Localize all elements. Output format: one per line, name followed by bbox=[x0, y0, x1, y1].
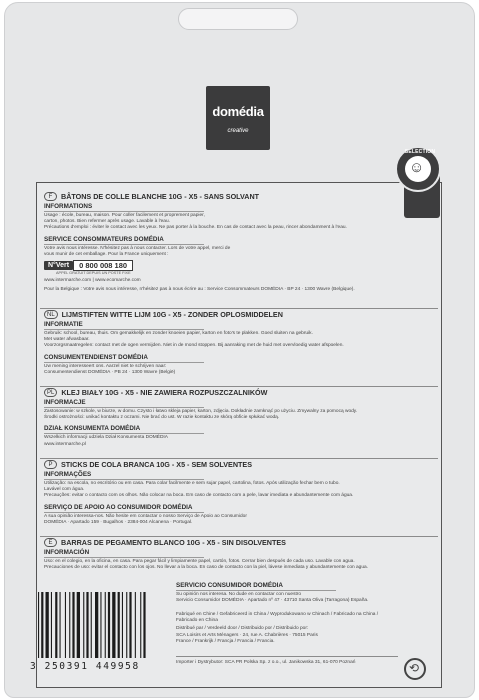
section-divider bbox=[40, 386, 438, 387]
service-title-pt: SERVIÇO DE APOIO AO CONSUMIDOR DOMÉDIA bbox=[44, 503, 193, 511]
text-line: Uw mening interesseert ons. Aarzel niet te schrijven naar: bbox=[44, 363, 167, 369]
section-es-head bbox=[44, 538, 424, 547]
hang-hole bbox=[178, 8, 298, 30]
service-title-fr: SERVICE CONSOMMATEURS DOMÉDIA bbox=[44, 235, 164, 243]
barcode bbox=[34, 592, 174, 658]
service-es bbox=[176, 580, 426, 604]
text-line: SCA Loisirs et Arts Ménagers · 24, rue A. Chabrières · 75015 Paris bbox=[176, 632, 318, 638]
divider bbox=[44, 512, 204, 513]
lang-tag-pl: PL bbox=[44, 388, 57, 397]
divider bbox=[44, 211, 204, 212]
text-line: Su opinión nos interesa. No dude en contactar con nuestro bbox=[176, 592, 302, 597]
info-title-fr: INFORMATIONS bbox=[44, 203, 93, 210]
text-line: Distribué par / Verdeeld door / Distribuido por / Distribuido por: bbox=[176, 626, 309, 632]
divider bbox=[176, 590, 336, 591]
footer-info bbox=[176, 612, 426, 645]
divider bbox=[44, 479, 204, 480]
text-line: Zastosowanie: w szkole, w biurze, w domu. Czysto i łatwo skleja papier, karton, zdjęcia. Dokładnie zamknąć po użyciu. Zmywalny za pomocą wody. bbox=[44, 409, 358, 414]
divider bbox=[44, 407, 204, 408]
text-line: Votre avis nous intéresse. N'hésitez pas à nous contacter. Lors de votre appel, merci de bbox=[44, 245, 231, 251]
text-line: Uso: en el colegio, en la oficina, en casa. Para pegar fácil y limpiamente papel, cartón, fotos. Cerrar bien después de cada uso. Lavable con agua. bbox=[44, 559, 355, 564]
lang-tag-pt: P bbox=[44, 460, 57, 469]
text-line: Servicio Consumidor DOMÉDIA · Apartado nº 47 · 43710 Santa Oliva (Tarragona) España. bbox=[176, 598, 369, 604]
text-line: Fabriqué en Chine / Gefabriceerd in China / Wyprodukowano w Chinach / Fabricado na China / bbox=[176, 612, 379, 617]
title-pl: KLEJ BIAŁY 10G - X5 - NIE ZAWIERA ROZPUSZCZALNIKÓW bbox=[61, 388, 268, 397]
text-line: Usage : école, bureau, maison. Pour coller facilement et proprement papier, bbox=[44, 213, 205, 218]
text-line: Pour la Belgique : Votre avis nous intéresse, n'hésitez pas à nous écrire au : Service Consommateurs DOMÉDIA · BP 24 · 1300 Wavre (Belgique). bbox=[44, 287, 355, 293]
section-divider bbox=[40, 308, 438, 309]
text-line: France / Frankrijk / Francja / Francia / Francia. bbox=[176, 638, 275, 644]
lang-tag-fr: F bbox=[44, 192, 57, 201]
selection-label: SELECTION bbox=[404, 149, 436, 155]
lang-tag-es: E bbox=[44, 538, 57, 547]
green-dot-recycle-icon: ⟲ bbox=[404, 658, 426, 680]
free-phone-block bbox=[44, 260, 424, 271]
service-title-es: SERVICIO CONSUMIDOR DOMÉDIA bbox=[176, 582, 283, 589]
title-pt: STICKS DE COLA BRANCA 10G - X5 - SEM SOLVENTES bbox=[61, 460, 253, 469]
section-pt-head bbox=[44, 460, 424, 469]
title-nl: LIJMSTIFTEN WITTE LIJM 10G - X5 - ZONDER OPLOSMIDDELEN bbox=[61, 310, 283, 319]
info-title-es: INFORMACIÓN bbox=[44, 549, 90, 556]
domedia-logo bbox=[206, 86, 270, 150]
nvert-note: APPEL GRATUIT DEPUIS UN POSTE FIXE bbox=[56, 271, 131, 276]
web-links: www.intermarche.com | www.ecomarche.com bbox=[44, 278, 141, 284]
section-pl bbox=[44, 388, 424, 448]
text-line: A sua opinião interessa-nos. Não hesite em contactar o nosso Serviço de Apoio ao Consumidor bbox=[44, 513, 247, 519]
text-line: Lavável com água. bbox=[44, 487, 85, 493]
barcode-digits: 3 250391 449958 bbox=[30, 661, 140, 672]
logo-brand: domédia bbox=[212, 104, 264, 119]
text-line: vous munir de cet emballage. Pour la France uniquement : bbox=[44, 251, 169, 257]
info-title-pl: INFORMACJE bbox=[44, 399, 86, 406]
logo-sub: creative bbox=[227, 128, 249, 134]
section-divider bbox=[40, 458, 438, 459]
footer-divider bbox=[176, 656, 398, 657]
text-line: Fabricado en China bbox=[176, 618, 218, 624]
service-title-pl: DZIAŁ KONSUMENTA DOMÉDIA bbox=[44, 425, 141, 433]
divider bbox=[44, 557, 204, 558]
text-line: carton, photos. Bien refermer après usage. Lavable à l'eau. bbox=[44, 219, 170, 225]
divider bbox=[44, 244, 204, 245]
text-line: Gebruik: school, bureau, thuis. Om gemakkelijk en zonder knoeien papier, karton en foto's te plakken. Goed sluiten na gebruik. bbox=[44, 331, 313, 336]
text-line: Wszelkich informacji udziela Dział Konsumenta DOMÉDIA bbox=[44, 435, 168, 441]
service-title-nl: CONSUMENTENDIENST DOMÉDIA bbox=[44, 353, 148, 361]
section-nl-head bbox=[44, 310, 424, 319]
section-fr-head bbox=[44, 192, 424, 201]
text-line: Voorzorgsmaatregelen: contact met de ogen vermijden. Niet in de mond stoppen. Bij aanraking met de huid met overvloedig water afspoelen. bbox=[44, 343, 344, 349]
section-divider bbox=[40, 536, 438, 537]
text-line: Met water afwasbaar. bbox=[44, 337, 90, 343]
text-line: Precauções: evitar o contacto com os olhos. Não colocar na boca. Em caso de contacto com a pele, lavar imediata e abundantemente com água. bbox=[44, 493, 354, 499]
section-es bbox=[44, 538, 424, 571]
text-line: Środki ostrożności: unikać kontaktu z oczami. Nie brać do ust. W razie kontaktu ze skórą obficie spłukać wodą. bbox=[44, 415, 280, 421]
divider bbox=[44, 362, 204, 363]
section-pl-head bbox=[44, 388, 424, 397]
info-title-nl: INFORMATIE bbox=[44, 321, 83, 328]
section-nl bbox=[44, 310, 424, 376]
section-pt bbox=[44, 460, 424, 526]
nvert-number: 0 800 008 180 bbox=[73, 260, 133, 271]
divider bbox=[44, 329, 204, 330]
text-line: Précautions d'emploi : éviter le contact avec les yeux. Ne pas porter à la bouche. En cas de contact avec la peau, rincer abondamment à l'eau. bbox=[44, 225, 347, 231]
text-line: Consumentendienst DOMÉDIA · PB 24 · 1300 Wavre (België) bbox=[44, 369, 176, 375]
title-es: BARRAS DE PEGAMENTO BLANCO 10G - X5 - SIN DISOLVENTES bbox=[61, 538, 286, 547]
info-title-pt: INFORMAÇÕES bbox=[44, 471, 92, 478]
section-fr bbox=[44, 192, 424, 293]
nvert-tag: N°Vert bbox=[44, 261, 73, 270]
importer-line: Importer i Dystrybutor: SCA PR Polska Sp. z o.o., ul. Janikowska 31, 61-070 Poznań bbox=[176, 660, 356, 665]
lang-tag-nl: NL bbox=[44, 310, 58, 319]
smiley-icon: ☺ bbox=[409, 159, 425, 176]
text-line: www.intermarche.pl bbox=[44, 441, 86, 447]
text-line: Precauciones de uso: evitar el contacto con los ojos. No llevar a la boca. En caso de contacto con la piel, lávese inmediata y abundantemente con agua. bbox=[44, 565, 368, 571]
text-line: DOMÉDIA · Apartado 159 · Bugalhos · 2384-004 Alcanena · Portugal. bbox=[44, 519, 193, 525]
selection-badge bbox=[395, 146, 441, 192]
text-line: Utilização: na escola, no escritório ou em casa. Para colar facilmente e sem sujar papel, cartolina, fotos. Após utilização fechar bem o tubo. bbox=[44, 481, 340, 486]
importer-info bbox=[176, 660, 402, 666]
title-fr: BÂTONS DE COLLE BLANCHE 10G - X5 - SANS SOLVANT bbox=[61, 192, 260, 201]
